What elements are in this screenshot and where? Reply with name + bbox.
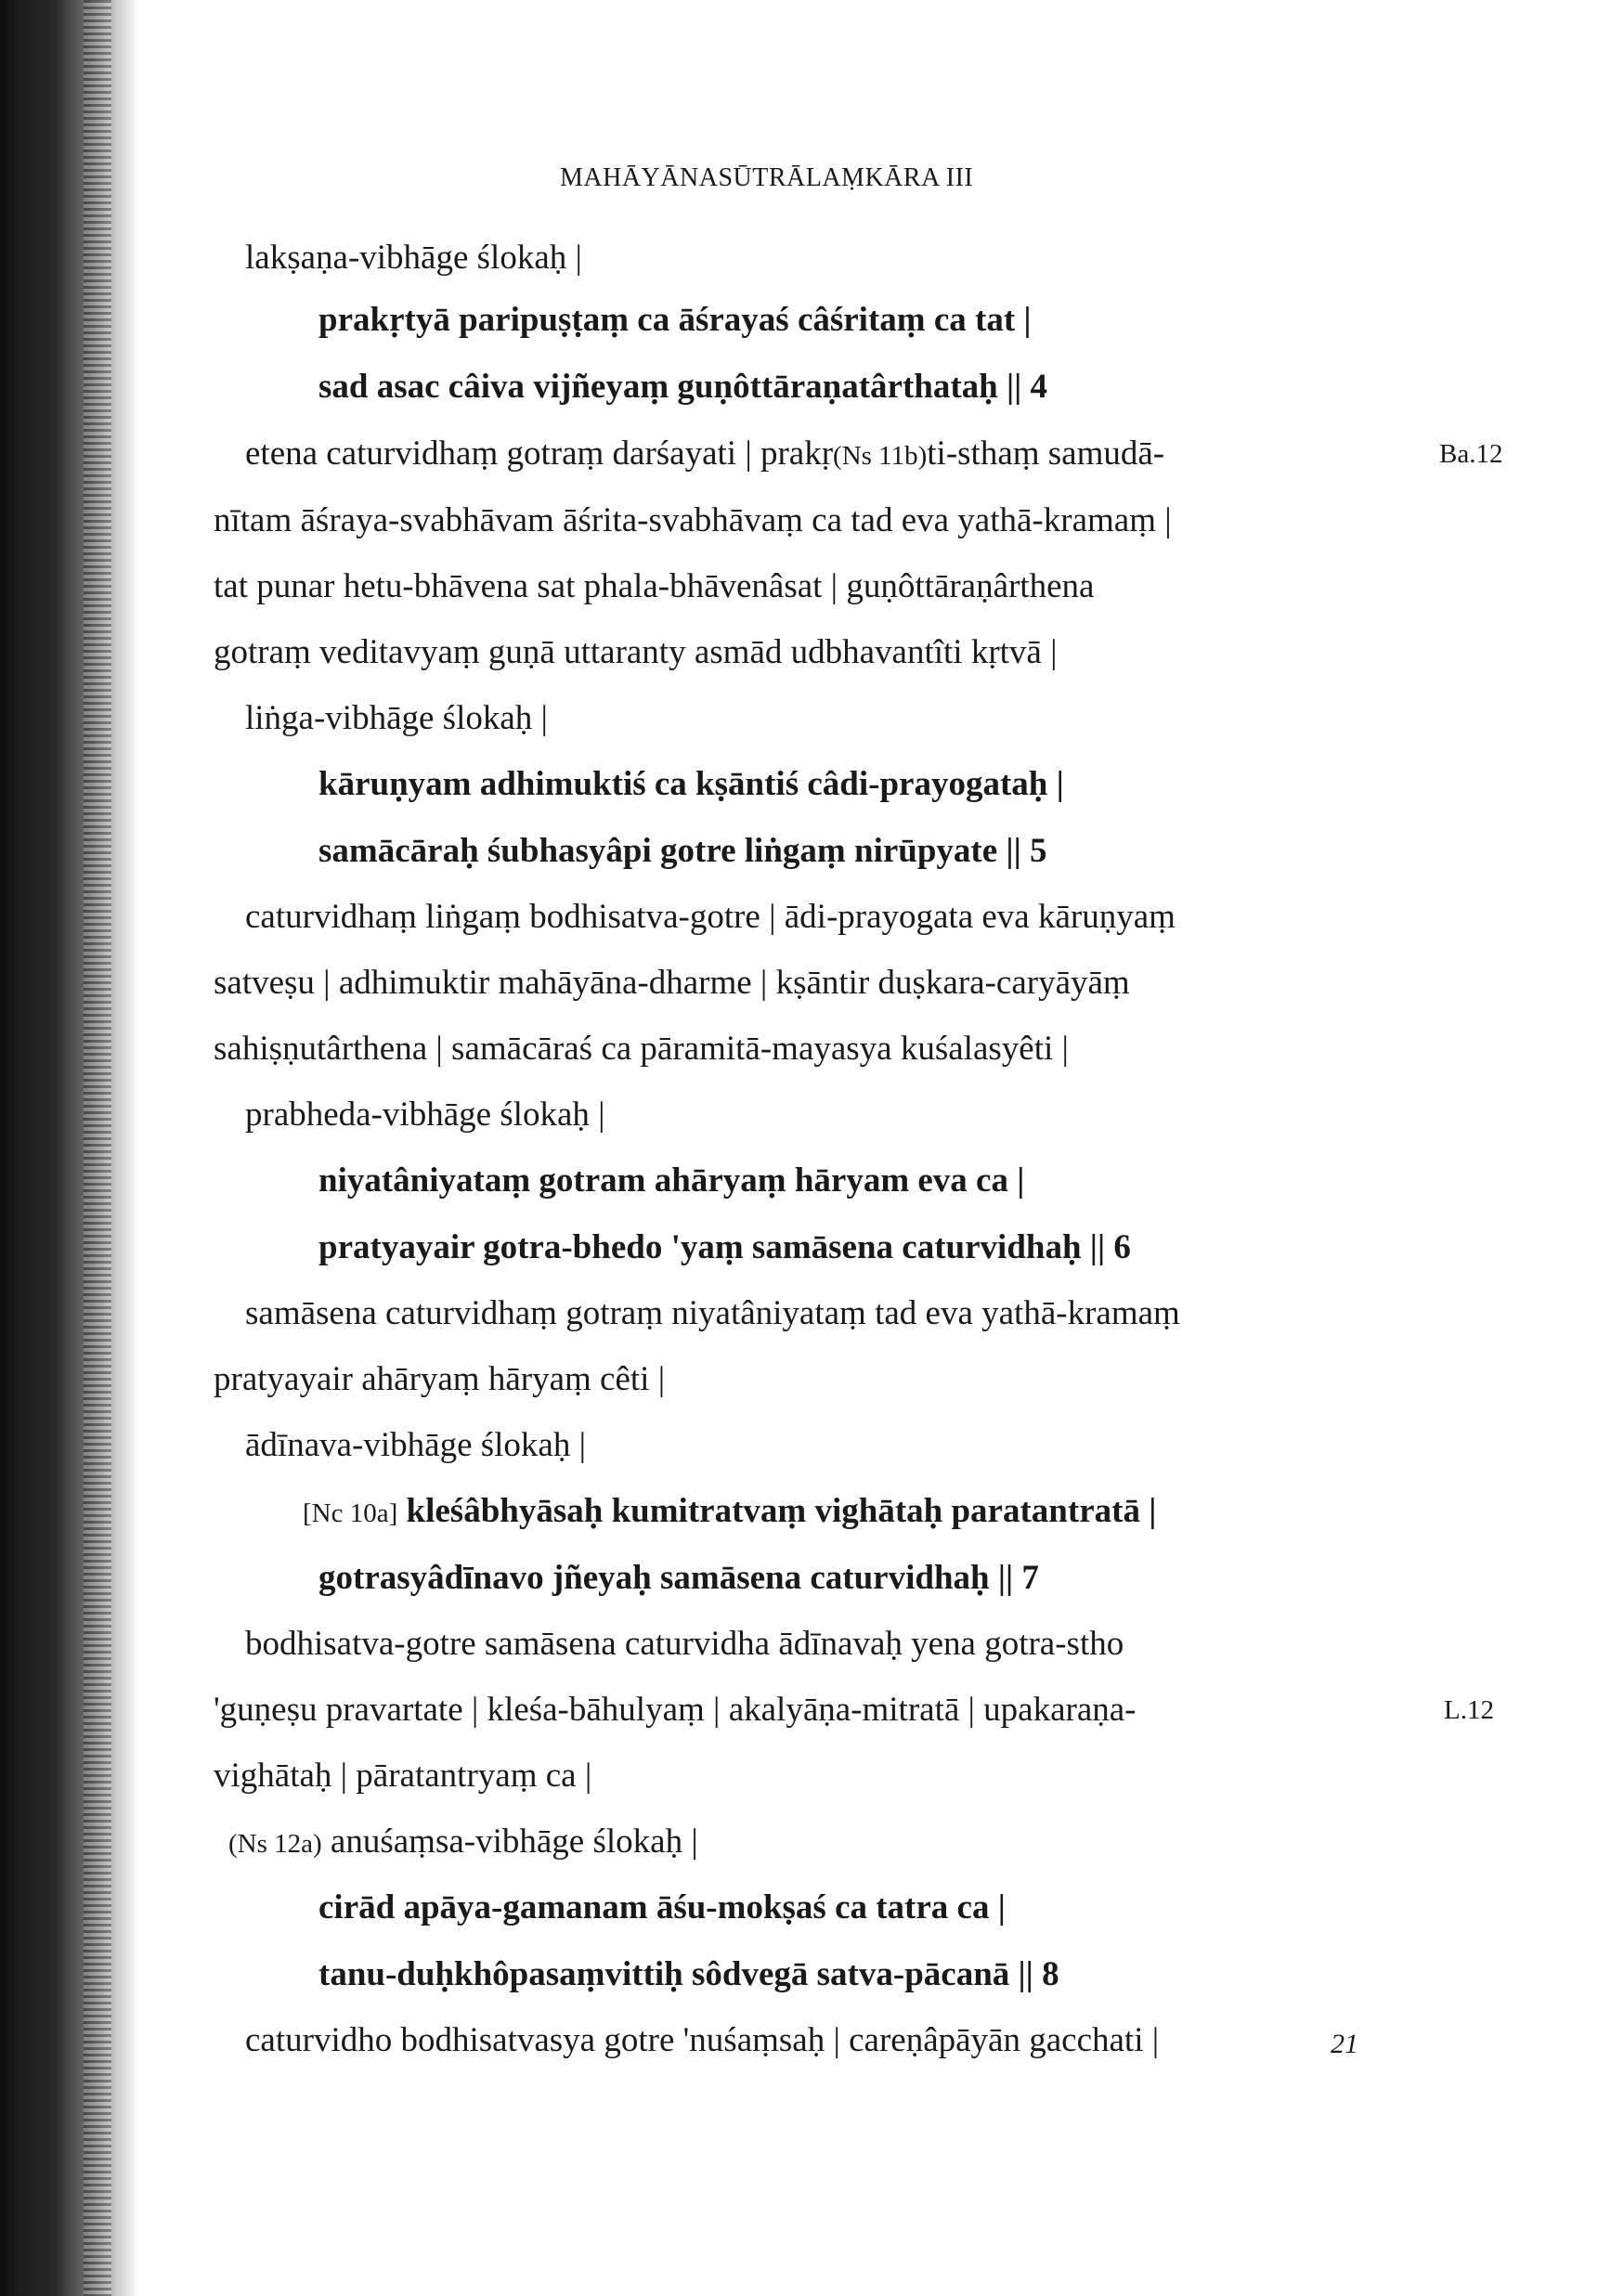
page-number: 21 xyxy=(1331,2029,1358,2059)
text-line-25 xyxy=(228,1824,698,1859)
manuscript-ref-ns12a: (Ns 12a) xyxy=(228,1829,322,1859)
binding-texture xyxy=(84,0,111,2296)
text-line-4 xyxy=(245,436,1164,471)
book-binding-shadow xyxy=(0,0,139,2296)
verse-line-9: cirād apāya-gamanam āśu-mokṣaś ca tatra ca | xyxy=(318,1888,1006,1926)
text-line-28: caturvidho bodhisatvasya gotre 'nuśaṃsaḥ | careṇâpāyān gacchati | xyxy=(245,2021,1160,2059)
verse-line-2: sad asac câiva vijñeyaṃ guṇôttāraṇatârthataḥ || 4 xyxy=(318,368,1048,406)
text-line-18: pratyayair ahāryaṃ hāryaṃ cêti | xyxy=(214,1360,666,1398)
text-line-4-end: ti-sthaṃ samudā- xyxy=(927,435,1165,473)
verse-line-10: tanu-duḥkhôpasaṃvittiḥ sôdvegā satva-pācanā || 8 xyxy=(318,1955,1059,1993)
text-line-23: 'guṇeṣu pravartate | kleśa-bāhulyaṃ | akalyāṇa-mitratā | upakaraṇa- xyxy=(214,1691,1137,1729)
verse-line-7-text: kleśâbhyāsaḥ kumitratvaṃ vighātaḥ paratantratā | xyxy=(406,1492,1157,1530)
verse-line-6: pratyayair gotra-bhedo 'yaṃ samāsena caturvidhaḥ || 6 xyxy=(318,1228,1131,1266)
manuscript-ref-nc10a: [Nc 10a] xyxy=(303,1498,398,1528)
margin-note-l12: L.12 xyxy=(1444,1695,1494,1725)
verse-line-3: kāruṇyam adhimuktiś ca kṣāntiś câdi-prayogataḥ | xyxy=(318,765,1064,803)
text-line-19: ādīnava-vibhāge ślokaḥ | xyxy=(245,1426,587,1464)
text-line-5: nītam āśraya-svabhāvam āśrita-svabhāvaṃ ca tad eva yathā-kramaṃ | xyxy=(214,501,1172,539)
text-line-13: sahiṣṇutârthena | samācāraś ca pāramitā-mayasya kuśalasyêti | xyxy=(214,1030,1069,1068)
manuscript-ref-ns11b: (Ns 11b) xyxy=(833,441,928,471)
verse-line-7 xyxy=(303,1494,1156,1528)
text-line-1: lakṣaṇa-vibhāge ślokaḥ | xyxy=(245,239,582,277)
margin-note-ba12: Ba.12 xyxy=(1439,439,1503,469)
verse-line-5: niyatâniyataṃ gotram ahāryaṃ hāryam eva ca | xyxy=(318,1161,1025,1200)
running-header: MAHĀYĀNASŪTRĀLAṂKĀRA III xyxy=(560,163,974,192)
text-line-12: satveṣu | adhimuktir mahāyāna-dharme | kṣāntir duṣkara-caryāyāṃ xyxy=(214,964,1130,1002)
text-line-22: bodhisatva-gotre samāsena caturvidha ādīnavaḥ yena gotra-stho xyxy=(245,1625,1124,1663)
text-line-4-start: etena caturvidhaṃ gotraṃ darśayati | prakṛ xyxy=(245,435,834,473)
text-line-11: caturvidhaṃ liṅgaṃ bodhisatva-gotre | ādi-prayogata eva kāruṇyaṃ xyxy=(245,898,1176,936)
text-line-14: prabheda-vibhāge ślokaḥ | xyxy=(245,1096,605,1134)
verse-line-1: prakṛtyā paripuṣṭaṃ ca āśrayaś câśritaṃ ca tat | xyxy=(318,301,1032,339)
verse-line-8: gotrasyâdīnavo jñeyaḥ samāsena caturvidhaḥ || 7 xyxy=(318,1559,1039,1597)
text-line-24: vighātaḥ | pāratantryaṃ ca | xyxy=(214,1757,592,1795)
verse-line-4: samācāraḥ śubhasyâpi gotre liṅgaṃ nirūpyate || 5 xyxy=(318,832,1047,870)
text-line-8: liṅga-vibhāge ślokaḥ | xyxy=(245,699,548,737)
text-line-7: gotraṃ veditavyaṃ guṇā uttaranty asmād udbhavantîti kṛtvā | xyxy=(214,633,1058,671)
text-line-17: samāsena caturvidhaṃ gotraṃ niyatâniyataṃ tad eva yathā-kramaṃ xyxy=(245,1294,1180,1332)
text-line-6: tat punar hetu-bhāvena sat phala-bhāvenâsat | guṇôttāraṇârthena xyxy=(214,567,1095,605)
text-line-25-text: anuśaṃsa-vibhāge ślokaḥ | xyxy=(330,1823,698,1861)
